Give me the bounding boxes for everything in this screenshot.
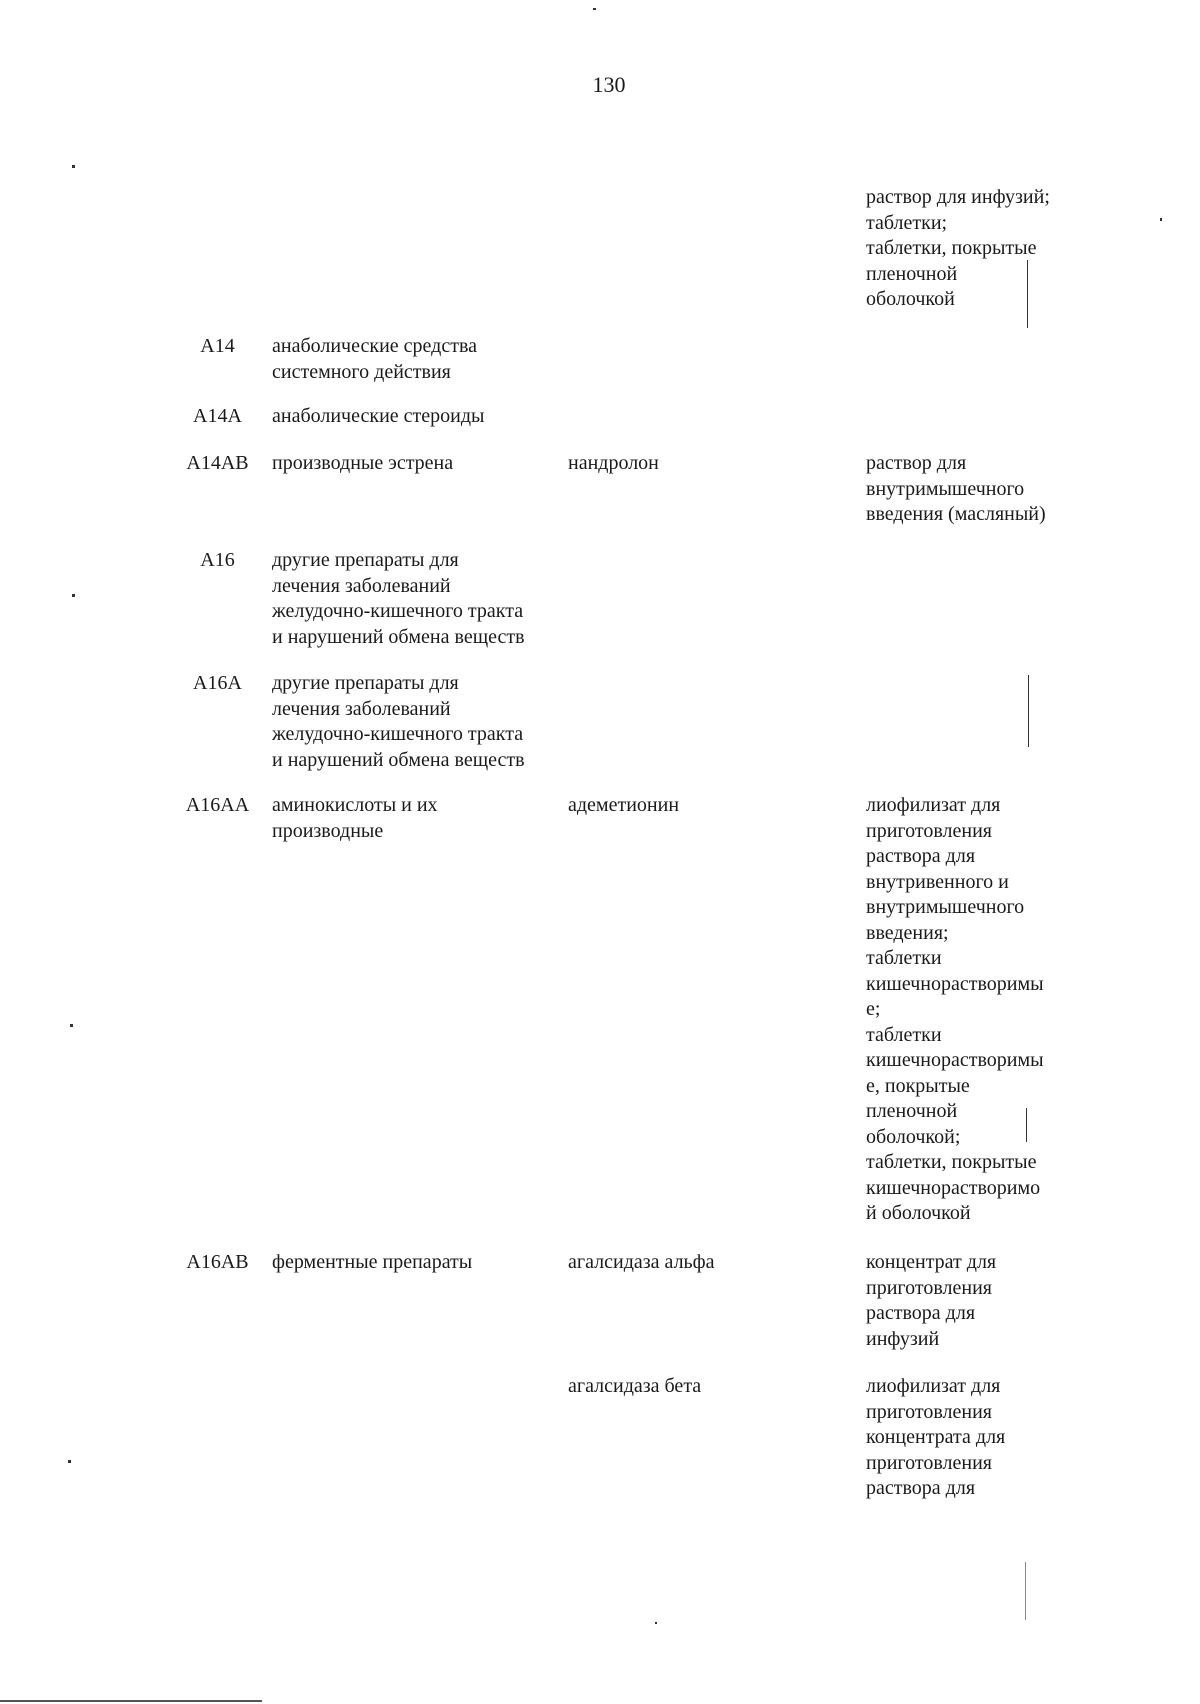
group-name-cell: анаболические стероиды: [272, 405, 485, 427]
page-number: 130: [592, 72, 626, 97]
scan-artifact-dot: [72, 165, 75, 168]
dosage-form-cell: раствор для инфузий; таблетки; таблетки, покрытые пленочной оболочкой: [866, 186, 1050, 310]
atc-code-cell: A16AA: [185, 794, 250, 816]
scan-artifact-line: [1025, 1562, 1026, 1620]
group-name-cell: другие препараты для лечения заболеваний желудочно-кишечного тракта и нарушений обмена веществ: [272, 672, 525, 771]
dosage-form-cell: лиофилизат для приготовления концентрата для приготовления раствора для: [866, 1375, 1006, 1499]
dosage-form-cell: концентрат для приготовления раствора для инфузий: [866, 1251, 997, 1350]
scan-artifact-line: [1027, 260, 1028, 328]
scan-artifact-dot: [593, 8, 596, 10]
scan-artifact-dot: [655, 1622, 657, 1624]
scan-artifact-dot: [72, 594, 75, 597]
dosage-form-cell: раствор для внутримышечного введения (масляный): [866, 452, 1046, 525]
group-name-cell: другие препараты для лечения заболеваний желудочно-кишечного тракта и нарушений обмена веществ: [272, 549, 525, 648]
group-name-cell: анаболические средства системного действия: [272, 335, 477, 383]
dosage-form-cell: лиофилизат для приготовления раствора для внутривенного и внутримышечного введения; таблетки кишечнорастворимы е; таблетки кишечнорастворимы е, покрытые пленочной оболочкой; таблетки, покрытые кишечнорастворимо й оболочкой: [866, 794, 1044, 1224]
group-name-cell: производные эстрена: [272, 452, 454, 474]
scan-artifact-dot: [1160, 218, 1162, 221]
atc-code-cell: A16A: [193, 672, 242, 694]
atc-code-cell: A14: [200, 335, 235, 357]
atc-code-cell: A14AB: [186, 452, 249, 474]
drug-name-cell: агалсидаза альфа: [568, 1251, 715, 1273]
drug-name-cell: адеметионин: [568, 794, 680, 816]
group-name-cell: аминокислоты и их производные: [272, 794, 438, 842]
atc-code-cell: A16AB: [186, 1251, 249, 1273]
scan-artifact-bottom-line: [0, 1700, 262, 1702]
group-name-cell: ферментные препараты: [272, 1251, 473, 1273]
scan-artifact-dot: [70, 1024, 73, 1027]
scan-artifact-line: [1026, 1108, 1027, 1142]
drug-name-cell: нандролон: [568, 452, 659, 474]
scan-artifact-dot: [68, 1460, 71, 1463]
drug-name-cell: агалсидаза бета: [568, 1375, 702, 1397]
atc-code-cell: A16: [200, 549, 235, 571]
atc-code-cell: A14A: [193, 405, 242, 427]
scan-artifact-line: [1028, 675, 1029, 747]
